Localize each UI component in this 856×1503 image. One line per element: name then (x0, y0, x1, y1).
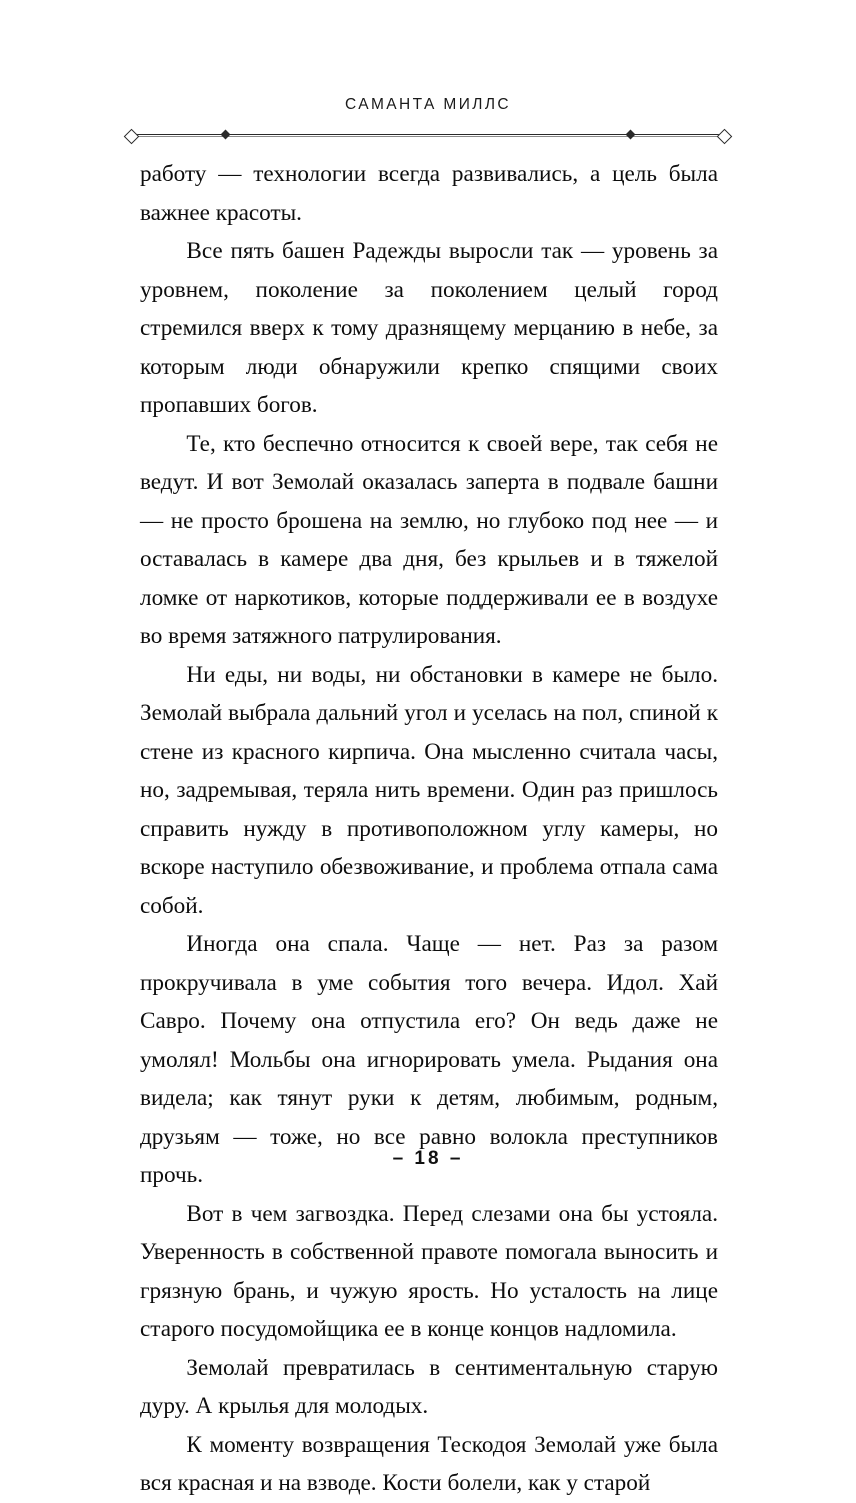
divider-line (126, 134, 730, 135)
paragraph: Все пять башен Радежды выросли так — уровень за уровнем, поколение за поколением целый город стремился вверх к тому дразнящему мерцанию в небе, за которым люди обнаружили крепко спящими своих пропавших богов. (140, 238, 718, 418)
divider-cap-right-icon (717, 128, 733, 144)
page-number: – 18 – (392, 1148, 464, 1169)
paragraph: Те, кто беспечно относится к своей вере, так себя не ведут. И вот Земолай оказалась заперта в подвале башни — не просто брошена на землю, но глубоко под нее — и оставалась в камере два дня, без крыльев и в тяжелой ломке от наркотиков, которые поддерживали ее в воздухе во время затяжного патрулирования. (140, 430, 718, 649)
divider-cap-left-icon (124, 128, 140, 144)
divider-line-thin (126, 136, 730, 137)
paragraph: Вот в чем загвоздка. Перед слезами она бы устояла. Уверенность в собственной правоте помогала выносить и грязную брань, и чужую ярость. Но усталость на лице старого посудомойщика ее в конце концов надломила. (140, 1200, 718, 1342)
paragraph: К моменту возвращения Тескодоя Земолай уже была вся красная и на взводе. Кости болели, как у старой (140, 1431, 718, 1496)
paragraph: Ни еды, ни воды, ни обстановки в камере не было. Земолай выбрала дальний угол и уселась на пол, спиной к стене из красного кирпича. Она мысленно считала часы, но, задремывая, теряла нить времени. Один раз пришлось справить нужду в противоположном углу камеры, но вскоре наступило обезвоживание, и проблема отпала сама собой. (140, 661, 718, 919)
divider-diamond-left-icon (221, 130, 231, 140)
paragraph: работу — технологии всегда развивались, а цель была важнее красоты. (140, 161, 718, 226)
running-head: САМАНТА МИЛЛС (344, 96, 512, 113)
ornamental-divider (126, 128, 730, 142)
paragraph: Иногда она спала. Чаще — нет. Раз за разом прокручивала в уме события того вечера. Идол. Хай Савро. Почему она отпустила его? Он ведь даже не умолял! Мольбы она игнорировать умела. Рыдания она видела; как тянут руки к детям, любимым, родным, друзьям — тоже, но все равно волокла преступников прочь. (140, 931, 718, 1188)
paragraph: Земолай превратилась в сентиментальную старую дуру. А крылья для молодых. (140, 1354, 718, 1419)
body-text (140, 155, 718, 1503)
divider-diamond-right-icon (626, 130, 636, 140)
